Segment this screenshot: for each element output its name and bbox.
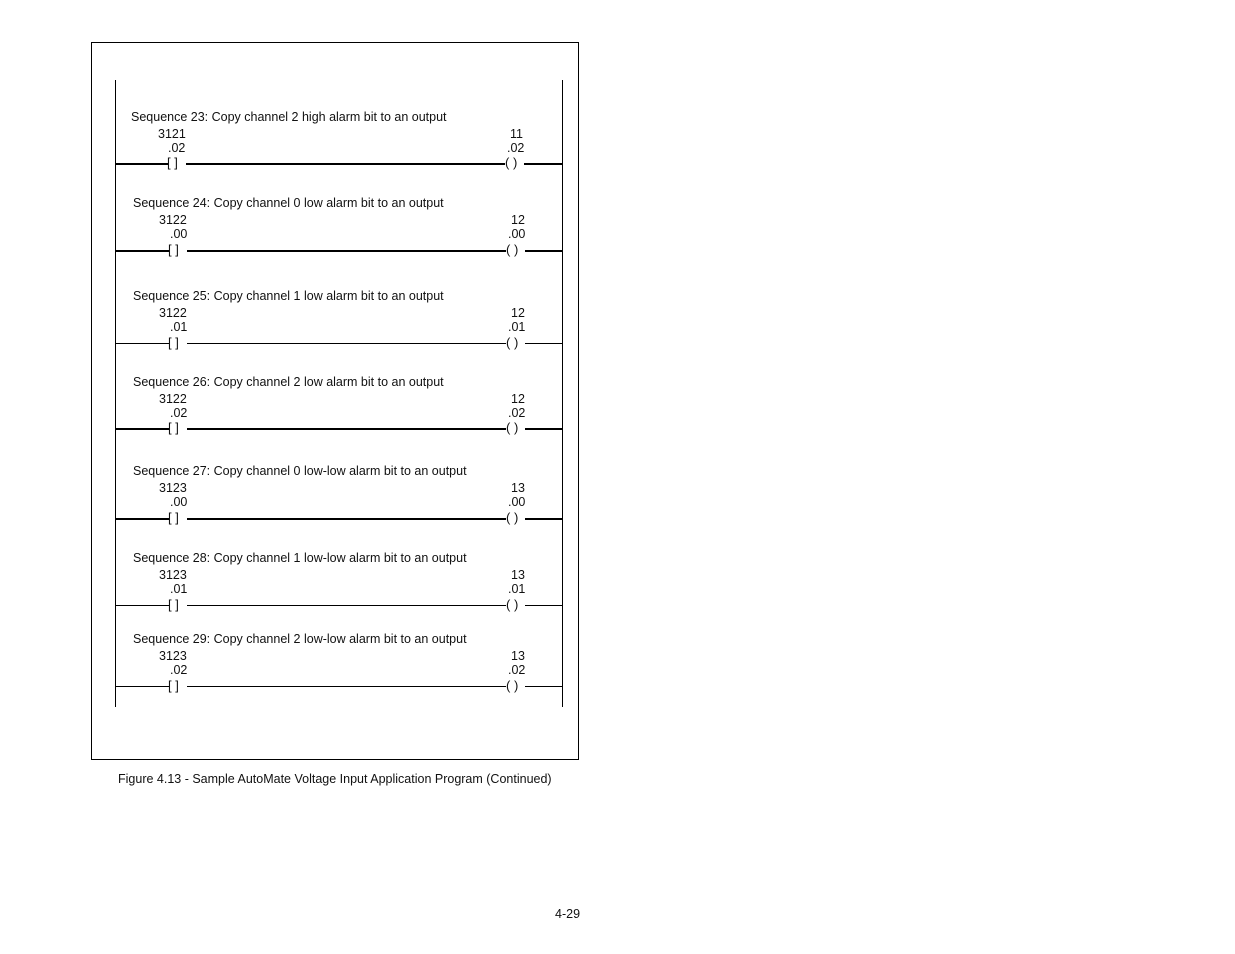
output-address-bit: .01 — [508, 582, 526, 596]
no-contact-symbol: [ ] — [168, 242, 179, 257]
rung-wire — [186, 163, 505, 165]
output-coil-symbol: ( ) — [506, 510, 519, 525]
rung-wire — [525, 518, 562, 520]
rung-wire — [525, 428, 562, 430]
no-contact-symbol: [ ] — [168, 597, 179, 612]
input-address-word: 3122 — [159, 306, 187, 320]
input-address-word: 3123 — [159, 649, 187, 663]
output-address-bit: .02 — [508, 406, 526, 420]
rung-title: Sequence 27: Copy channel 0 low-low alarm bit to an output — [133, 464, 467, 478]
page-number: 4-29 — [555, 907, 581, 921]
output-address-word: 11 — [510, 127, 523, 141]
rung-wire — [187, 686, 506, 687]
rung-title: Sequence 28: Copy channel 1 low-low alarm bit to an output — [133, 551, 467, 565]
output-coil-symbol: ( ) — [506, 597, 519, 612]
output-address-word: 13 — [511, 481, 525, 495]
input-address-word: 3122 — [159, 213, 187, 227]
rung-wire — [525, 343, 562, 344]
figure-caption: Figure 4.13 - Sample AutoMate Voltage Input Application Program (Continued) — [118, 772, 552, 786]
ladder-rung — [0, 196, 1235, 276]
output-address-bit: .02 — [508, 663, 526, 677]
rung-wire — [116, 250, 169, 252]
no-contact-symbol: [ ] — [168, 510, 179, 525]
no-contact-symbol: [ ] — [168, 420, 179, 435]
rung-wire — [187, 605, 506, 606]
output-address-word: 12 — [511, 213, 525, 227]
output-address-bit: .01 — [508, 320, 526, 334]
rung-title: Sequence 29: Copy channel 2 low-low alarm bit to an output — [133, 632, 467, 646]
no-contact-symbol: [ ] — [168, 678, 179, 693]
input-address-word: 3121 — [158, 127, 186, 141]
rung-wire — [116, 428, 169, 430]
rung-wire — [187, 428, 506, 430]
rung-title: Sequence 26: Copy channel 2 low alarm bit to an output — [133, 375, 444, 389]
input-address-bit: .00 — [170, 227, 188, 241]
output-coil-symbol: ( ) — [506, 678, 519, 693]
input-address-word: 3123 — [159, 481, 187, 495]
input-address-bit: .02 — [168, 141, 186, 155]
output-coil-symbol: ( ) — [506, 420, 519, 435]
rung-wire — [187, 250, 506, 252]
ladder-rung — [0, 464, 1235, 544]
rung-wire — [187, 518, 506, 520]
output-coil-symbol: ( ) — [506, 335, 519, 350]
output-address-bit: .02 — [507, 141, 525, 155]
no-contact-symbol: [ ] — [167, 155, 178, 170]
input-address-bit: .02 — [170, 663, 188, 677]
input-address-bit: .01 — [170, 320, 188, 334]
rung-title: Sequence 25: Copy channel 1 low alarm bit to an output — [133, 289, 444, 303]
input-address-bit: .00 — [170, 495, 188, 509]
input-address-bit: .02 — [170, 406, 188, 420]
output-address-word: 13 — [511, 649, 525, 663]
rung-title: Sequence 24: Copy channel 0 low alarm bit to an output — [133, 196, 444, 210]
rung-wire — [116, 163, 168, 165]
rung-wire — [187, 343, 506, 344]
output-address-bit: .00 — [508, 227, 526, 241]
rung-wire — [525, 686, 562, 687]
input-address-word: 3122 — [159, 392, 187, 406]
rung-wire — [116, 343, 169, 344]
output-address-word: 13 — [511, 568, 525, 582]
input-address-word: 3123 — [159, 568, 187, 582]
rung-wire — [525, 605, 562, 606]
ladder-rung — [0, 289, 1235, 369]
output-coil-symbol: ( ) — [506, 242, 519, 257]
output-address-word: 12 — [511, 306, 525, 320]
output-address-word: 12 — [511, 392, 525, 406]
ladder-rung — [0, 375, 1235, 455]
output-address-bit: .00 — [508, 495, 526, 509]
rung-wire — [116, 605, 169, 606]
rung-wire — [116, 518, 169, 520]
ladder-rung — [0, 551, 1235, 631]
output-coil-symbol: ( ) — [505, 155, 518, 170]
rung-wire — [524, 163, 562, 165]
no-contact-symbol: [ ] — [168, 335, 179, 350]
input-address-bit: .01 — [170, 582, 188, 596]
rung-wire — [116, 686, 169, 687]
rung-title: Sequence 23: Copy channel 2 high alarm bit to an output — [131, 110, 447, 124]
ladder-rung — [0, 632, 1235, 712]
rung-wire — [525, 250, 562, 252]
ladder-rung — [0, 110, 1235, 190]
